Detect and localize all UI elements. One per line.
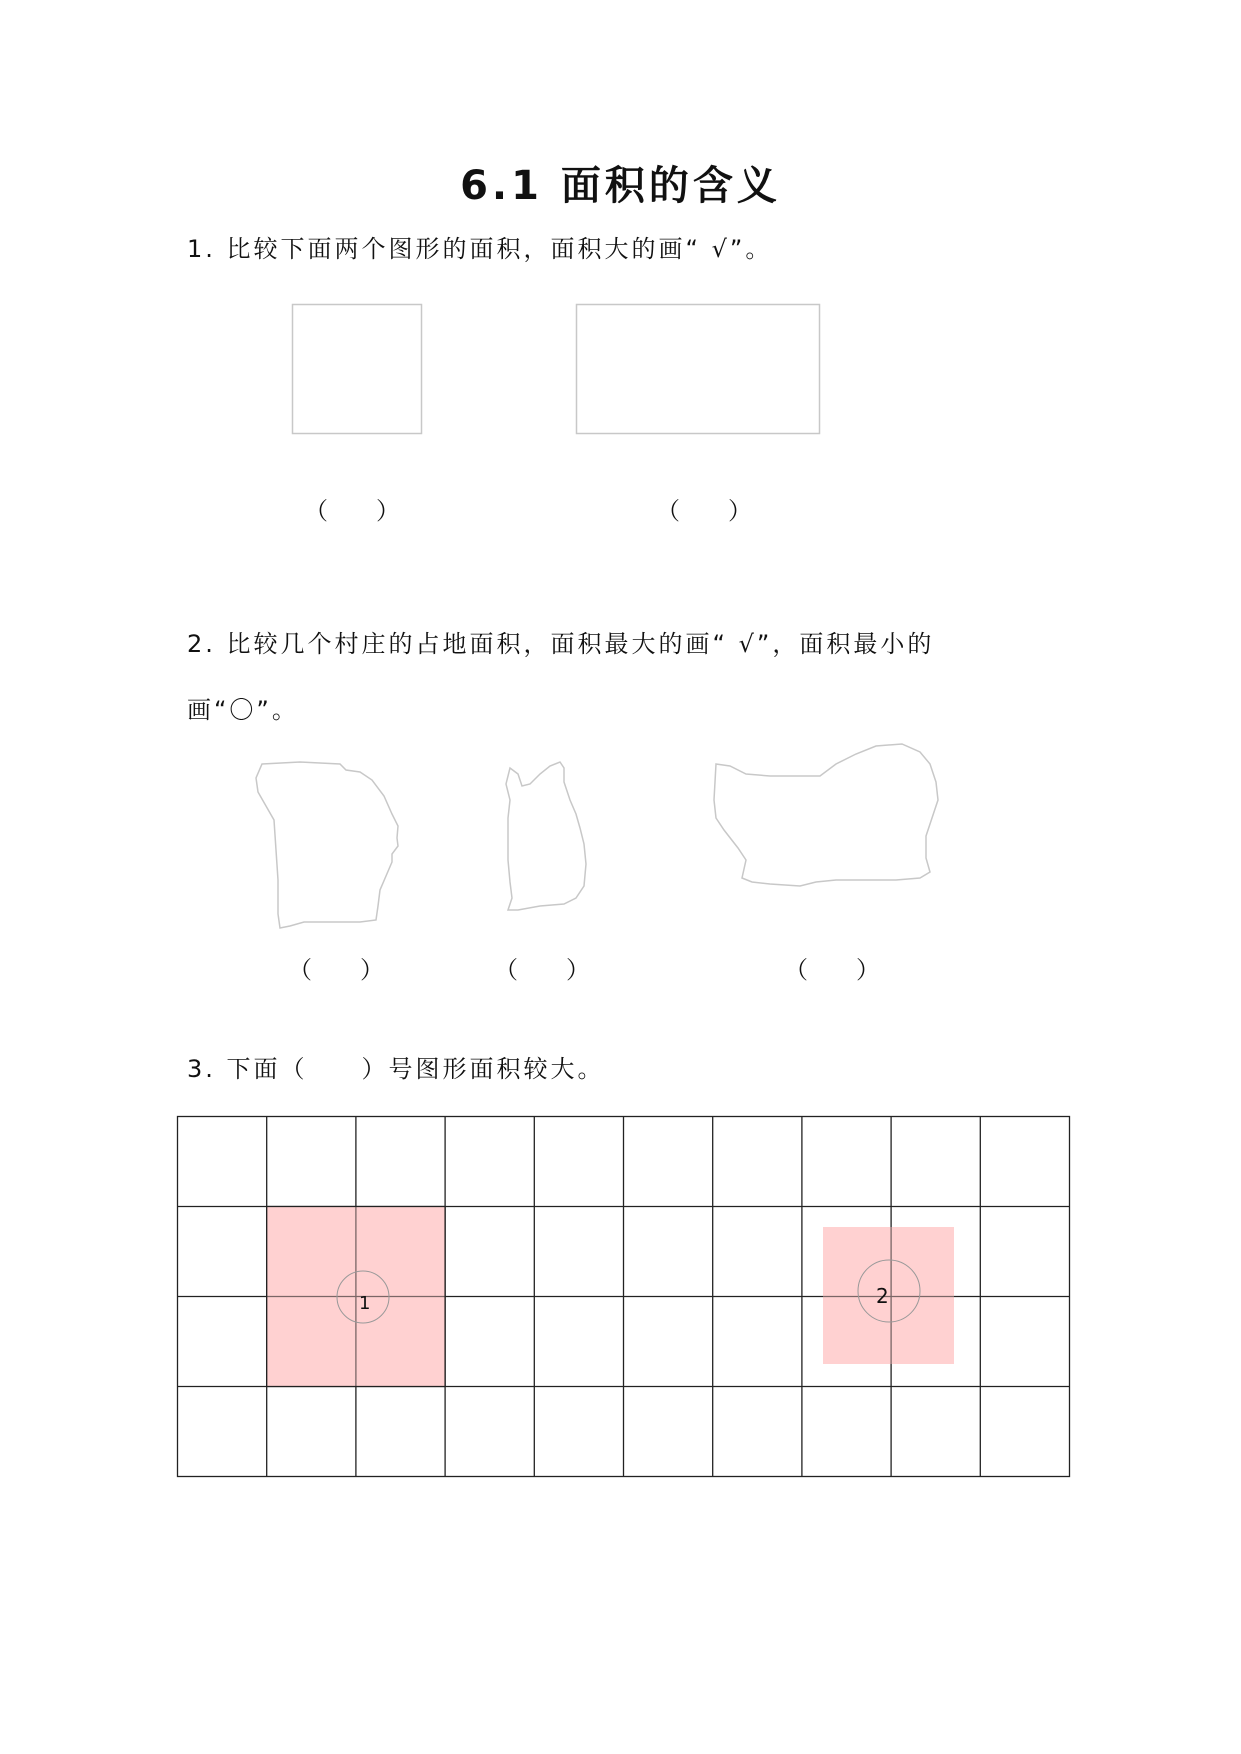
q1-square bbox=[293, 305, 422, 434]
question-3-text: 3. 下面（ ）号图形面积较大。 bbox=[187, 1055, 605, 1083]
question-1-text: 1. 比较下面两个图形的面积，面积大的画“ √”。 bbox=[187, 235, 773, 263]
village-3-outline bbox=[714, 744, 938, 886]
q2-answer-blank-3[interactable]: （ ） bbox=[784, 956, 880, 984]
q2-answer-blank-1[interactable]: （ ） bbox=[288, 956, 384, 984]
shape-2-label: 2 bbox=[876, 1284, 889, 1308]
q1-rectangle bbox=[577, 305, 820, 434]
q2-answer-blank-2[interactable]: （ ） bbox=[494, 956, 590, 984]
q1-answer-blank-1[interactable]: （ ） bbox=[304, 497, 400, 525]
village-2-outline bbox=[506, 762, 586, 910]
village-1-outline bbox=[256, 762, 398, 928]
shape-1-label: 1 bbox=[359, 1293, 371, 1314]
q1-answer-blank-2[interactable]: （ ） bbox=[656, 497, 752, 525]
page-title: 6.1 面积的含义 bbox=[460, 163, 781, 209]
question-2-line-2: 画“〇”。 bbox=[187, 696, 299, 724]
question-2-line-1: 2. 比较几个村庄的占地面积，面积最大的画“ √”，面积最小的 bbox=[187, 630, 935, 658]
